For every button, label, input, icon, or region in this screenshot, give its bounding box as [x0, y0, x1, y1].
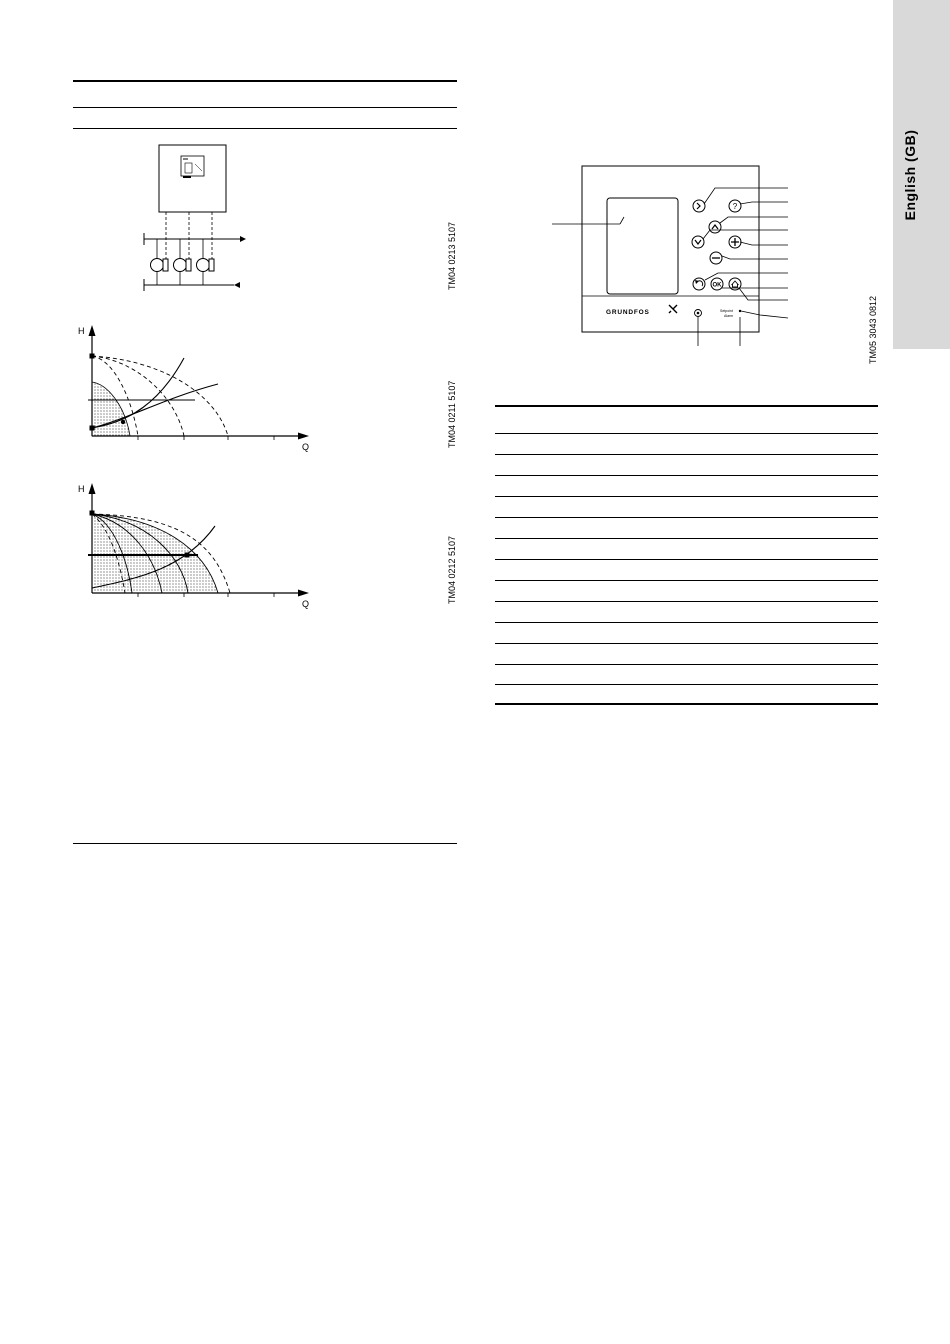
left-header-rule-mid — [73, 107, 457, 108]
table-row-divider — [495, 684, 878, 685]
right-arrow-button — [693, 200, 705, 212]
operating-area — [92, 514, 218, 593]
led-label-setpoint: Setpoint — [720, 309, 733, 313]
cascade-pump-curve-chart — [70, 320, 320, 455]
table-row-divider — [495, 643, 878, 644]
figure-code-parallel-curve: TM04 0212 5107 — [447, 535, 457, 604]
status-led — [739, 310, 741, 312]
figure-code-pump-system: TM04 0213 5107 — [447, 221, 457, 290]
control-panel-diagram — [540, 160, 800, 355]
figure-code-control-panel: TM05 3043 0812 — [868, 295, 878, 364]
table-row-divider — [495, 622, 878, 623]
svg-text:OK: OK — [712, 282, 722, 289]
svg-text:?: ? — [732, 202, 738, 211]
duty-point — [185, 553, 190, 558]
figure-code-cascade-curve: TM04 0211 5107 — [447, 380, 457, 448]
y-axis-label: H — [78, 484, 85, 494]
table-row-divider — [495, 664, 878, 665]
table-row-divider — [495, 496, 878, 497]
table-row-divider — [495, 454, 878, 455]
table-row-divider — [495, 475, 878, 476]
table-row-divider — [495, 517, 878, 518]
duty-point — [121, 420, 125, 424]
x-axis-label: Q — [302, 599, 310, 609]
operating-area — [92, 382, 130, 436]
x-axis-label: Q — [302, 442, 310, 452]
pump-system-diagram — [130, 140, 250, 295]
table-row-divider — [495, 559, 878, 560]
brand-logo-text: GRUNDFOS — [606, 309, 650, 316]
table-row-divider — [495, 580, 878, 581]
led-label-alarm: Alarm — [724, 314, 734, 318]
table-header-rule — [495, 433, 878, 434]
table-row-divider — [495, 538, 878, 539]
left-header-rule-bottom — [73, 128, 457, 129]
up-arrow-button — [709, 221, 721, 233]
table-row-divider — [495, 601, 878, 602]
callout-table — [495, 405, 878, 705]
down-arrow-button — [692, 236, 704, 248]
display-screen — [607, 198, 678, 294]
language-tab-label: English (GB) — [902, 129, 918, 221]
y-axis-label: H — [78, 326, 85, 336]
left-section-rule — [73, 843, 457, 844]
table-bottom-rule — [495, 703, 878, 705]
table-top-rule — [495, 405, 878, 407]
left-header-rule-top — [73, 80, 457, 82]
parallel-pump-curve-chart — [70, 478, 320, 613]
